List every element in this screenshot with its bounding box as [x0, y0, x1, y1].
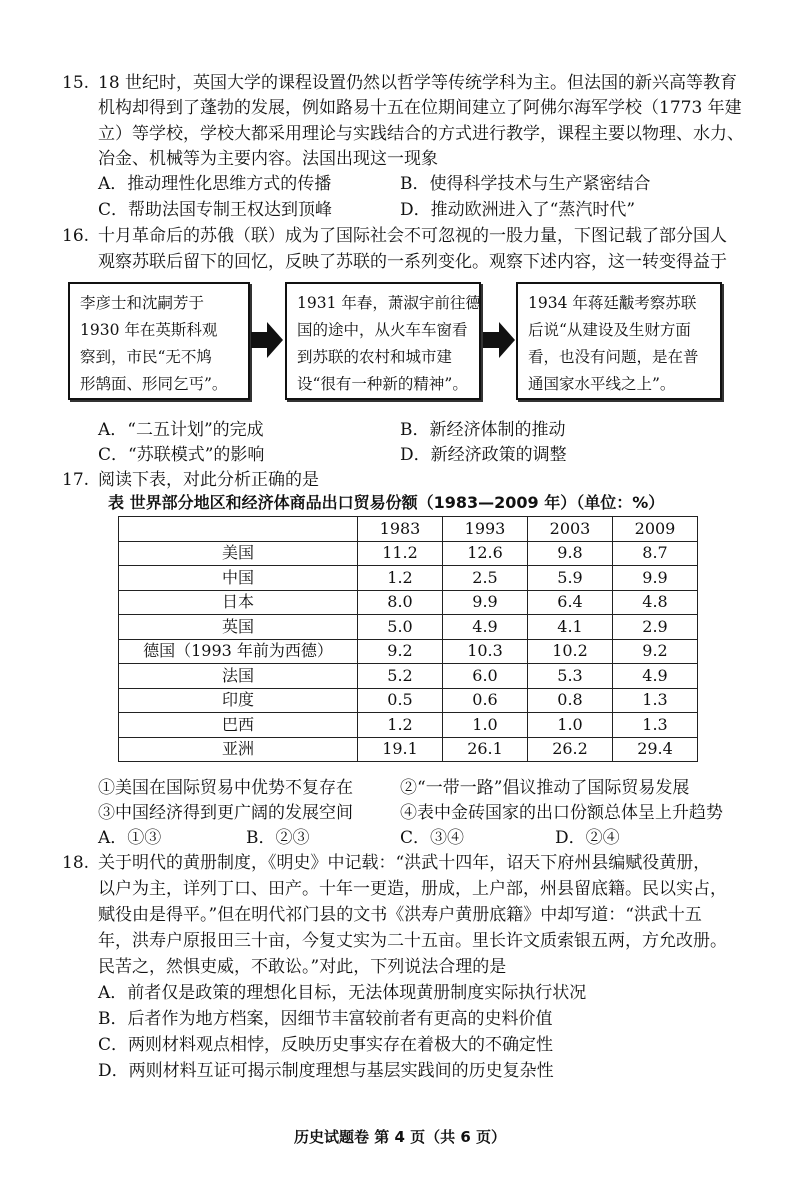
value-cell: 4.8: [613, 590, 698, 615]
table-row: [119, 541, 698, 566]
value-cell: 5.9: [528, 566, 613, 591]
table-header-cell: [119, 517, 358, 542]
q15-stem-line: 立）等学校，学校大都采用理论与实践结合的方式进行教学，课程主要以物理、水力、: [98, 124, 744, 144]
value-cell: 11.2: [358, 541, 443, 566]
box-text-line: 1930 年在英斯科观: [80, 321, 218, 339]
q18-stem-line: 关于明代的黄册制度，《明史》中记载：“洪武十四年，诏天下府州县编赋役黄册，: [98, 853, 711, 873]
q15-number: 15.: [62, 73, 90, 93]
table-title: 表 世界部分地区和经济体商品出口贸易份额（1983—2009 年）（单位：%）: [108, 493, 665, 512]
region-cell: 亚洲: [119, 737, 358, 762]
region-cell: 英国: [119, 615, 358, 640]
q15-option-d: D．推动欧洲进入了“蒸汽时代”: [400, 200, 636, 220]
table-row: [119, 688, 698, 713]
box-text-line: 察到，市民“无不鸠: [80, 348, 212, 366]
value-cell: 4.1: [528, 615, 613, 640]
box-text-line: 到苏联的农村和城市建: [297, 348, 453, 366]
q17-option-a: A．①③: [98, 828, 162, 848]
statement-3: ③中国经济得到更广阔的发展空间: [98, 803, 353, 823]
box-text-line: 国的途中，从火车车窗看: [297, 321, 468, 339]
memoir-box-1931: [285, 282, 481, 400]
memoir-box-1930: [68, 282, 250, 400]
value-cell: 6.4: [528, 590, 613, 615]
region-cell: 美国: [119, 541, 358, 566]
q18-stem-line: 赋役由是得平。”但在明代祁门县的文书《洪寿户黄册底籍》中却写道：“洪武十五: [98, 905, 702, 925]
q15-option-b: B．使得科学技术与生产紧密结合: [400, 174, 651, 194]
q18-number: 18.: [62, 853, 90, 873]
value-cell: 9.8: [528, 541, 613, 566]
value-cell: 26.1: [443, 737, 528, 762]
q15-stem-line: 机构却得到了蓬勃的发展，例如路易十五在位期间建立了阿佛尔海军学校（1773 年建: [98, 98, 742, 118]
q18-option-d: D．两则材料互证可揭示制度理想与基层实践间的历史复杂性: [98, 1061, 554, 1081]
q17-number: 17.: [62, 470, 90, 490]
region-cell: 中国: [119, 566, 358, 591]
value-cell: 1.2: [358, 713, 443, 738]
right-arrow-icon: [483, 322, 515, 358]
q16-number: 16.: [62, 226, 90, 246]
value-cell: 4.9: [613, 664, 698, 689]
value-cell: 10.3: [443, 639, 528, 664]
export-share-table: [118, 516, 698, 762]
memoir-box-1934: [516, 282, 722, 400]
region-cell: 日本: [119, 590, 358, 615]
value-cell: 5.2: [358, 664, 443, 689]
value-cell: 0.6: [443, 688, 528, 713]
value-cell: 9.9: [443, 590, 528, 615]
value-cell: 1.2: [358, 566, 443, 591]
value-cell: 5.3: [528, 664, 613, 689]
q15-option-c: C．帮助法国专制王权达到顶峰: [98, 200, 333, 220]
table-row: [119, 590, 698, 615]
table-row: [119, 615, 698, 640]
region-cell: 印度: [119, 688, 358, 713]
q16-option-d: D．新经济政策的调整: [400, 445, 567, 465]
q18-option-a: A．前者仅是政策的理想化目标，无法体现黄册制度实际执行状况: [98, 983, 587, 1003]
table-row: [119, 566, 698, 591]
region-cell: 德国（1993 年前为西德）: [119, 639, 358, 664]
table-header-cell: 1993: [443, 517, 528, 542]
value-cell: 19.1: [358, 737, 443, 762]
q16-stem-line: 十月革命后的苏俄（联）成为了国际社会不可忽视的一股力量，下图记载了部分国人: [98, 226, 727, 246]
table-header-cell: 2003: [528, 517, 613, 542]
value-cell: 10.2: [528, 639, 613, 664]
q18-option-b: B．后者作为地方档案，因细节丰富较前者有更高的史料价值: [98, 1009, 553, 1029]
table-row: [119, 737, 698, 762]
region-cell: 巴西: [119, 713, 358, 738]
q16-stem-line: 观察苏联后留下的回忆，反映了苏联的一系列变化。观察下述内容，这一转变得益于: [98, 252, 727, 272]
q17-option-c: C．③④: [400, 828, 465, 848]
value-cell: 9.9: [613, 566, 698, 591]
q17-option-d: D．②④: [555, 828, 620, 848]
value-cell: 12.6: [443, 541, 528, 566]
value-cell: 0.5: [358, 688, 443, 713]
box-text-line: 看，也没有问题，是在普: [528, 348, 699, 366]
table-header-cell: 1983: [358, 517, 443, 542]
q16-option-c: C．“苏联模式”的影响: [98, 445, 265, 465]
value-cell: 6.0: [443, 664, 528, 689]
q18-stem-line: 民苦之，然惧吏威，不敢讼。”对此，下列说法合理的是: [98, 957, 507, 977]
value-cell: 26.2: [528, 737, 613, 762]
table-row: [119, 639, 698, 664]
box-text-line: 设“很有一种新的精神”。: [297, 375, 468, 393]
value-cell: 2.9: [613, 615, 698, 640]
q17-stem: 阅读下表，对此分析正确的是: [98, 470, 319, 490]
q15-stem-line: 冶金、机械等为主要内容。法国出现这一现象: [98, 149, 438, 169]
page-footer: 历史试题卷 第 4 页（共 6 页）: [294, 1128, 506, 1146]
value-cell: 1.0: [528, 713, 613, 738]
value-cell: 4.9: [443, 615, 528, 640]
table-header-cell: 2009: [613, 517, 698, 542]
box-text-line: 李彦士和沈嗣芳于: [80, 294, 205, 312]
value-cell: 29.4: [613, 737, 698, 762]
statement-2: ②“一带一路”倡议推动了国际贸易发展: [400, 778, 690, 798]
q18-stem-line: 以户为主，详列丁口、田产。十年一更造，册成，上户部，州县留底籍。民以实占，: [98, 879, 727, 899]
box-text-line: 形鹄面、形同乞丐”。: [80, 375, 228, 393]
value-cell: 9.2: [358, 639, 443, 664]
q18-option-c: C．两则材料观点相悖，反映历史事实存在着极大的不确定性: [98, 1035, 554, 1055]
q16-option-b: B．新经济体制的推动: [400, 420, 566, 440]
value-cell: 1.0: [443, 713, 528, 738]
region-cell: 法国: [119, 664, 358, 689]
q18-stem-line: 年，洪寿户原报田三十亩，今复丈实为二十五亩。里长许文质索银五两，方允改册。: [98, 931, 727, 951]
box-text-line: 1934 年蒋廷黻考察苏联: [528, 294, 697, 312]
statement-4: ④表中金砖国家的出口份额总体呈上升趋势: [400, 803, 723, 823]
value-cell: 8.0: [358, 590, 443, 615]
value-cell: 8.7: [613, 541, 698, 566]
value-cell: 2.5: [443, 566, 528, 591]
box-text-line: 1931 年春，萧淑宇前往德: [297, 294, 481, 312]
q15-stem-line: 18 世纪时，英国大学的课程设置仍然以哲学等传统学科为主。但法国的新兴高等教育: [98, 73, 738, 93]
table-row: [119, 664, 698, 689]
q15-option-a: A．推动理性化思维方式的传播: [98, 174, 332, 194]
table-header-row: [119, 517, 698, 542]
value-cell: 1.3: [613, 713, 698, 738]
box-text-line: 通国家水平线之上”。: [528, 375, 676, 393]
value-cell: 5.0: [358, 615, 443, 640]
right-arrow-icon: [251, 322, 283, 358]
q16-option-a: A．“二五计划”的完成: [98, 420, 264, 440]
value-cell: 1.3: [613, 688, 698, 713]
box-text-line: 后说“从建设及生财方面: [528, 321, 691, 339]
value-cell: 9.2: [613, 639, 698, 664]
statement-1: ①美国在国际贸易中优势不复存在: [98, 778, 353, 798]
q17-option-b: B．②③: [246, 828, 310, 848]
table-row: [119, 713, 698, 738]
value-cell: 0.8: [528, 688, 613, 713]
